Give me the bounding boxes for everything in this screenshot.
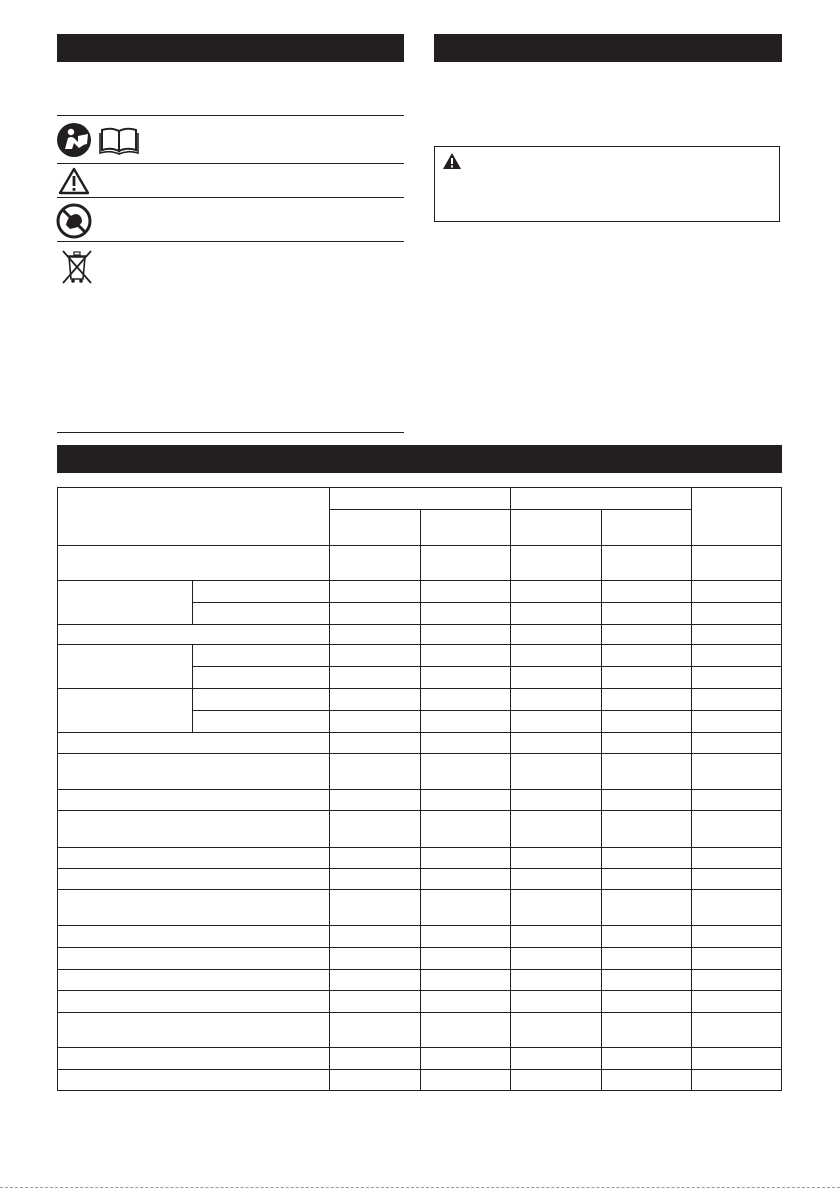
symbols-divider-bottom <box>57 432 404 433</box>
symbols-divider-top <box>57 115 404 116</box>
table-row-line <box>57 1012 782 1013</box>
table-row-line <box>57 624 782 625</box>
crossed-out-bin-icon <box>60 248 94 286</box>
table-row-line <box>57 580 782 581</box>
table-row-line <box>57 688 782 689</box>
intended-use-section-header <box>434 34 782 62</box>
table-row-line <box>57 925 782 926</box>
caution-triangle-icon <box>58 167 90 195</box>
table-row-line <box>57 644 782 645</box>
table-row-line <box>192 710 782 711</box>
table-row-line <box>57 753 782 754</box>
table-row-line <box>57 789 782 790</box>
table-row-line <box>192 666 782 667</box>
table-header-split <box>329 509 691 510</box>
symbols-divider-3 <box>57 241 404 242</box>
do-not-touch-icon <box>56 203 92 239</box>
table-row-line <box>57 889 782 890</box>
page-trim-line <box>0 1187 840 1188</box>
table-row-line <box>57 847 782 848</box>
table-col-divider-b2 <box>601 509 602 1091</box>
symbols-section-header <box>57 34 404 62</box>
table-row-line <box>57 947 782 948</box>
table-row-line <box>57 969 782 970</box>
table-row-line <box>57 1069 782 1070</box>
specifications-section-header <box>57 445 782 473</box>
table-col-divider-a2 <box>420 509 421 1091</box>
table-row-line <box>57 1047 782 1048</box>
symbols-divider-1 <box>57 163 404 164</box>
warning-triangle-icon <box>442 152 462 170</box>
table-row-line <box>57 545 782 546</box>
table-row-line <box>57 990 782 991</box>
table-row-line <box>57 732 782 733</box>
table-row-line <box>57 810 782 811</box>
table-row-line <box>192 602 782 603</box>
symbols-divider-2 <box>57 197 404 198</box>
warning-box <box>434 146 780 222</box>
table-row-line <box>57 868 782 869</box>
read-manual-icon <box>56 122 140 158</box>
